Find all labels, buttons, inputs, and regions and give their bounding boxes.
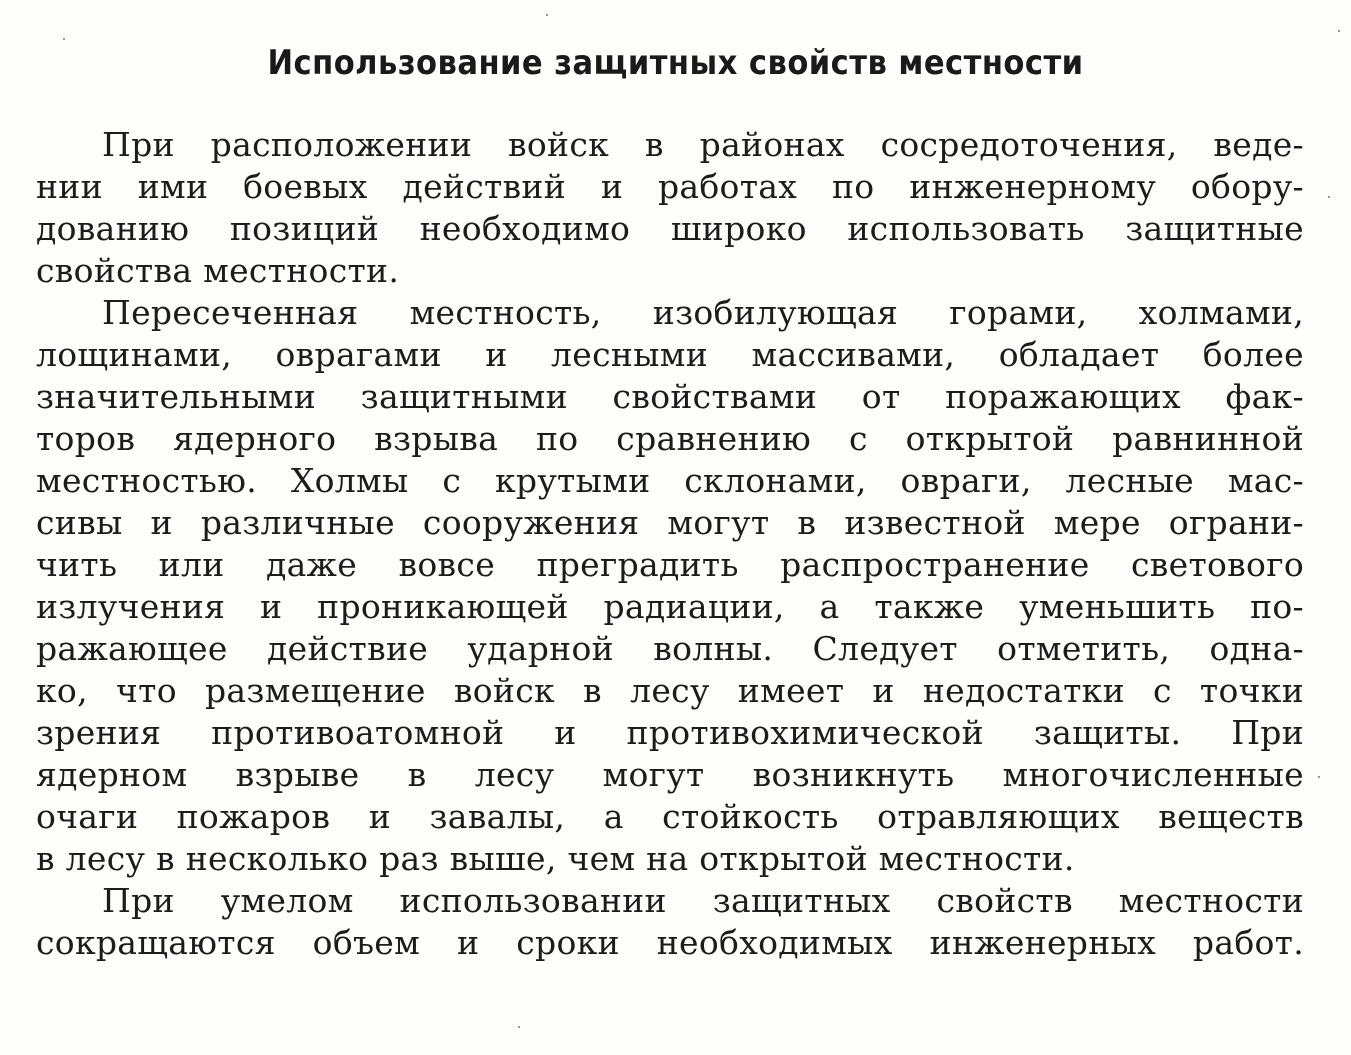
text-line: сивы и различные сооружения могут в известной мере ограни- — [36, 503, 1304, 542]
scan-speck — [518, 1026, 520, 1028]
scan-speck — [546, 14, 548, 16]
text-line: лощинами, оврагами и лесными массивами, обладает более — [36, 335, 1304, 374]
text-line: ядерном взрыве в лесу могут возникнуть многочисленные — [36, 755, 1304, 794]
document-title: Использование защитных свойств местности — [267, 43, 1084, 83]
text-line: дованию позиций необходимо широко использовать защитные — [36, 209, 1304, 248]
scan-speck — [1318, 776, 1320, 778]
text-line: зрения противоатомной и противохимической защиты. При — [36, 713, 1304, 752]
text-line: ко, что размещение войск в лесу имеет и недостатки с точки — [36, 671, 1304, 710]
text-line: нии ими боевых действий и работах по инженерному обору- — [36, 167, 1304, 206]
scan-speck — [63, 38, 65, 40]
text-line: При расположении войск в районах сосредоточения, веде- — [102, 125, 1304, 164]
text-line: свойства местности. — [36, 251, 400, 290]
text-line: в лесу в несколько раз выше, чем на открытой местности. — [36, 839, 1075, 878]
text-line: очаги пожаров и завалы, а стойкость отравляющих веществ — [36, 797, 1304, 836]
text-line: При умелом использовании защитных свойств местности — [102, 881, 1304, 920]
body-text — [36, 124, 1304, 964]
paragraph-3 — [36, 880, 1304, 964]
paragraph-2 — [36, 292, 1304, 880]
text-line: сокращаются объем и сроки необходимых инженерных работ. — [36, 923, 1304, 962]
text-line: Пересеченная местность, изобилующая горами, холмами, — [102, 293, 1304, 332]
text-line: торов ядерного взрыва по сравнению с открытой равнинной — [36, 419, 1304, 458]
scan-speck — [1338, 30, 1340, 32]
paragraph-1 — [36, 124, 1304, 292]
text-line: значительными защитными свойствами от поражающих фак- — [36, 377, 1304, 416]
text-line: чить или даже вовсе преградить распространение светового — [36, 545, 1304, 584]
text-line: излучения и проникающей радиации, а также уменьшить по- — [36, 587, 1304, 626]
text-line: местностью. Холмы с крутыми склонами, овраги, лесные мас- — [36, 461, 1304, 500]
text-line: ражающее действие ударной волны. Следует отметить, одна- — [36, 629, 1304, 668]
scan-speck — [1328, 196, 1330, 198]
